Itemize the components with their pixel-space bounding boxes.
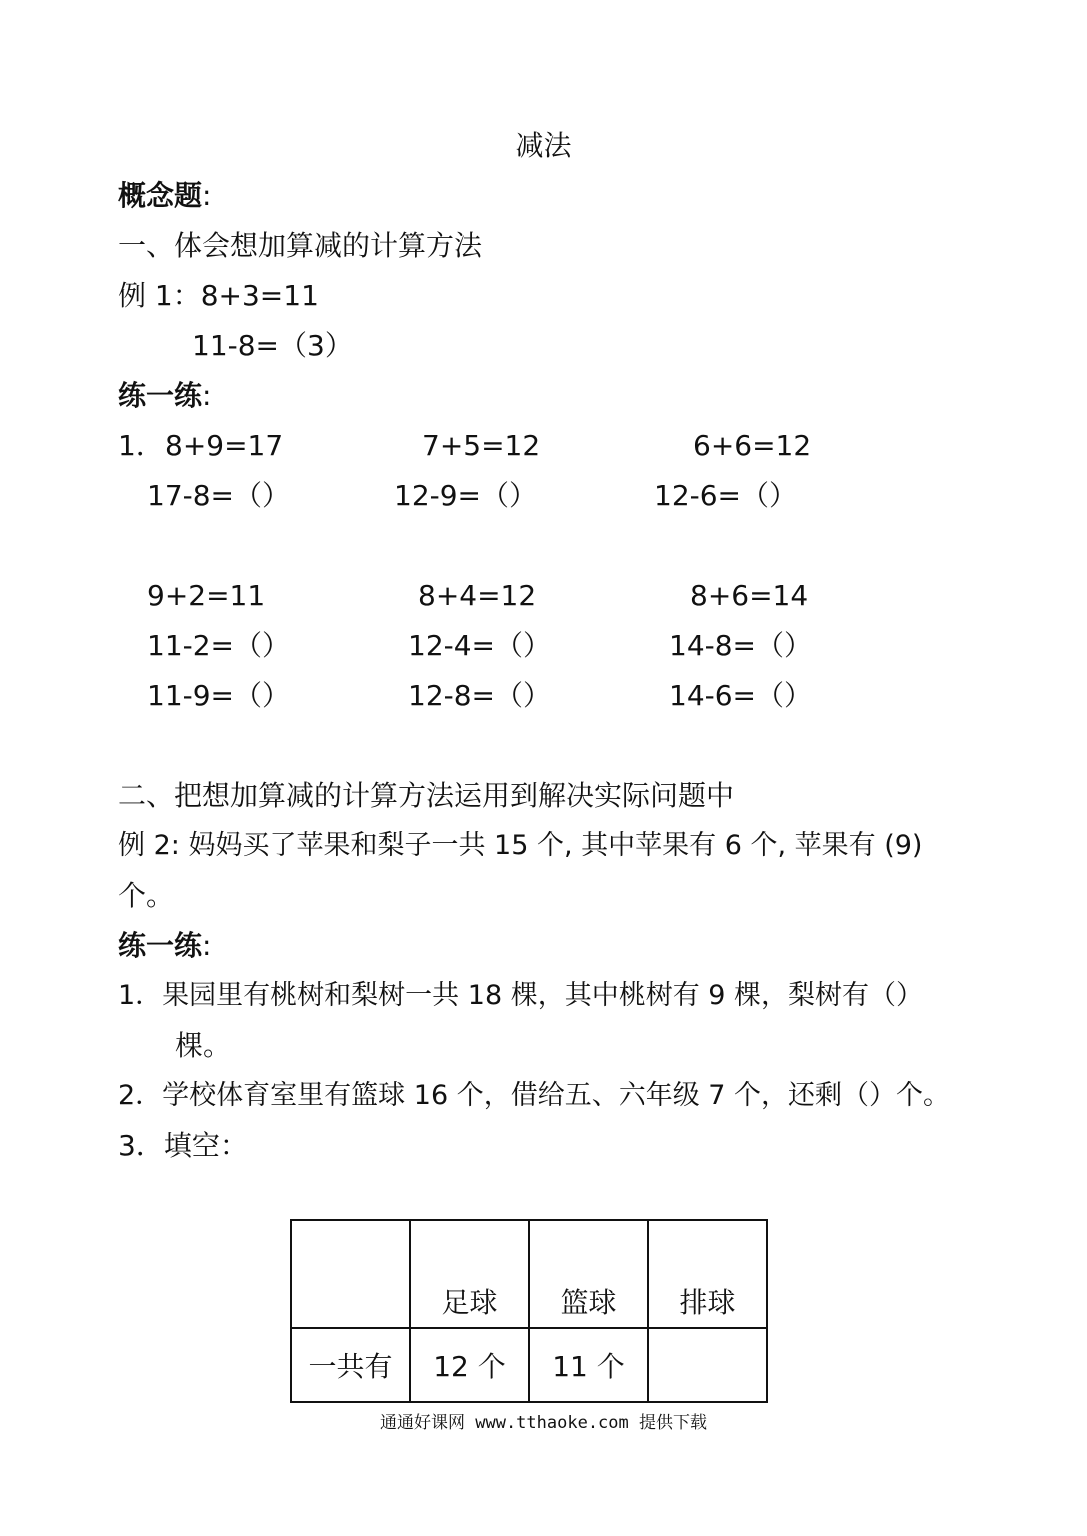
equation: 8+9=17	[165, 429, 284, 462]
table-cell: 足球	[410, 1220, 529, 1328]
equation: 12-8=（）	[408, 679, 552, 712]
table-cell: 篮球	[529, 1220, 648, 1328]
equation: 8+4=12	[418, 579, 537, 612]
page-title: 减法	[515, 129, 572, 162]
question-2: 2．学校体育室里有篮球 16 个，借给五、六年级 7 个，还剩（）个。	[118, 1080, 951, 1111]
equation: 14-8=（）	[669, 629, 813, 662]
concept-label: 概念题	[118, 179, 203, 212]
footer-watermark: 通通好课网 www.tthaoke.com 提供下载	[380, 1413, 707, 1433]
example2-line1: 例 2: 妈妈买了苹果和梨子一共 15 个, 其中苹果有 6 个, 苹果有 (9)	[118, 830, 923, 861]
fill-in-table	[290, 1219, 768, 1403]
section1-heading: 一、体会想加算减的计算方法	[118, 229, 483, 262]
equation: 11-9=（）	[147, 679, 291, 712]
table-cell: 排球	[648, 1220, 767, 1328]
equation: 7+5=12	[422, 429, 541, 462]
equation: 17-8=（）	[147, 479, 291, 512]
practice-label: 练一练	[118, 379, 203, 412]
question-1-line1: 1．果园里有桃树和梨树一共 18 棵，其中桃树有 9 棵，梨树有（）	[118, 980, 924, 1011]
equation: 11-2=（）	[147, 629, 291, 662]
colon: :	[202, 179, 212, 212]
colon: :	[202, 379, 212, 412]
question-3: 3．填空：	[118, 1129, 248, 1162]
table-cell	[648, 1328, 767, 1402]
equation: 9+2=11	[147, 579, 266, 612]
example2-line2: 个。	[118, 879, 175, 912]
question-1-line2: 棵。	[175, 1029, 232, 1062]
colon: :	[202, 929, 212, 962]
table-header-row	[291, 1220, 767, 1328]
practice-heading-1	[118, 378, 211, 414]
practice-heading-2	[118, 928, 211, 964]
table-cell: 12 个	[410, 1328, 529, 1402]
equation: 12-4=（）	[408, 629, 552, 662]
equation: 12-9=（）	[394, 479, 538, 512]
equation: 6+6=12	[693, 429, 812, 462]
equation: 8+6=14	[690, 579, 809, 612]
equation: 14-6=（）	[669, 679, 813, 712]
example1-line1: 例 1：8+3=11	[118, 279, 319, 312]
concept-heading	[118, 178, 211, 214]
table-cell: 11 个	[529, 1328, 648, 1402]
table-cell: 一共有	[291, 1328, 410, 1402]
equation: 12-6=（）	[654, 479, 798, 512]
practice1-number: 1．	[118, 429, 164, 462]
section2-heading: 二、把想加算减的计算方法运用到解决实际问题中	[118, 779, 735, 812]
table-cell	[291, 1220, 410, 1328]
table-row	[291, 1328, 767, 1402]
example1-line2: 11-8=（3）	[192, 329, 353, 362]
practice-label: 练一练	[118, 929, 203, 962]
